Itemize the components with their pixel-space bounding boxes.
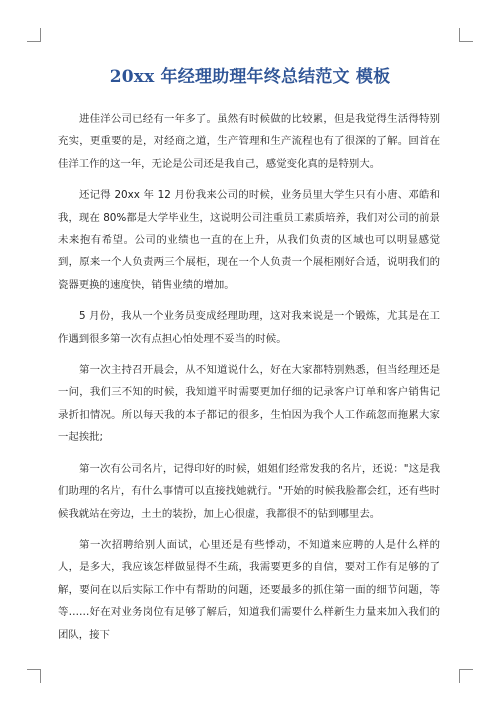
paragraph-6: 第一次招聘给别人面试，心里还是有些悸动，不知道来应聘的人是什么样的人，是多大，我应该怎样做显得不生疏，我需要更多的自信，要对工作有足够的了解，要问在以后实际工作中有帮助的问题，还要最多的抓住第一面的细节问题，等等……好在对业务岗位有足够了解后，知道我们需要什么样新生力量来加入我们的团队，接下 — [58, 538, 440, 641]
crop-mark-top-right — [459, 28, 473, 42]
document-title: 20xx 年经理助理年终总结范文 模板 — [109, 67, 391, 87]
document-body — [58, 108, 440, 655]
paragraph-5: 第一次有公司名片，记得印好的时候，姐姐们经常发我的名片，还说："这是我们助理的名片，有什么事情可以直接找她就行。"开始的时候我脸都会红，还有些时候我就站在旁边，土土的装扮，加上心很虚，我都很不的钻到哪里去。 — [58, 462, 440, 520]
paragraph-2: 还记得 20xx 年 12 月份我来公司的时候，业务员里大学生只有小唐、邓皓和我，现在 80%都是大学毕业生，这说明公司注重员工素质培养，我们对公司的前景未来抱有希望。公司的业绩也一直的在上升，从我们负责的区域也可以明显感觉到，原来一个人负责两三个展柜，现在一个人负责一个展柜刚好合适，说明我们的瓷器更换的速度快，销售业绩的增加。 — [58, 189, 440, 291]
paragraph-3: 5 月份，我从一个业务员变成经理助理，这对我来说是一个锻炼，尤其是在工作遇到很多第一次有点担心怕处理不妥当的时候。 — [58, 310, 440, 345]
paragraph-4: 第一次主持召开晨会，从不知道说什么，好在大家都特别熟悉，但当经理还是一问，我们三不知的时候，我知道平时需要更加仔细的记录客户订单和客户销售记录折扣情况。所以每天我的本子都记的很多，生怕因为我个人工作疏忽而拖累大家一起挨批; — [58, 364, 440, 444]
crop-mark-bottom-right — [459, 669, 473, 683]
crop-mark-bottom-left — [27, 669, 41, 683]
crop-mark-top-left — [27, 28, 41, 42]
paragraph-1: 进佳洋公司已经有一年多了。虽然有时候做的比较累，但是我觉得生活得特别充实，更重要的是，对经商之道，生产管理和生产流程也有了很深的了解。回首在佳洋工作的这一年，无论是公司还是我自己，感觉变化真的是特别大。 — [58, 113, 440, 170]
